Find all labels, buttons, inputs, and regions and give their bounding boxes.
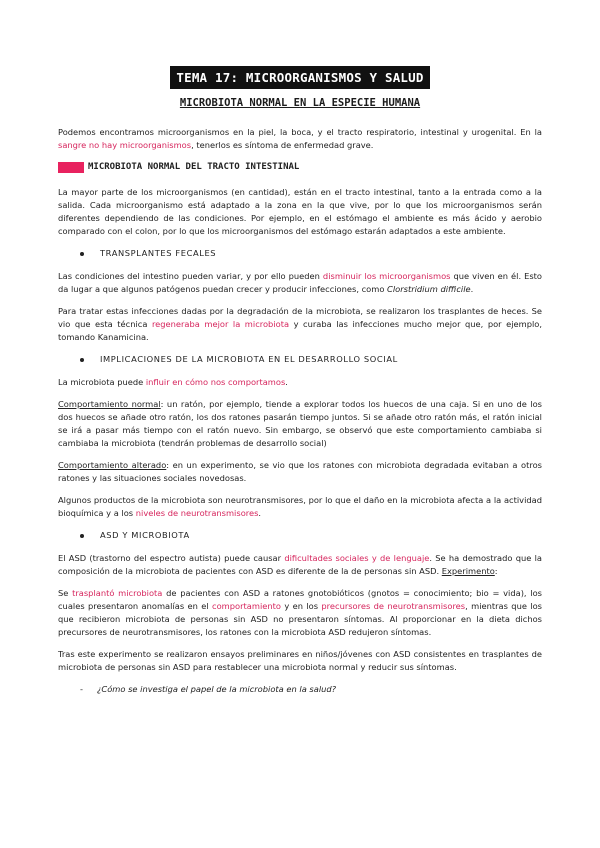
bullet-asd: ASD Y MICROBIOTA bbox=[80, 529, 542, 542]
page-title: TEMA 17: MICROORGANISMOS Y SALUD bbox=[170, 66, 429, 89]
paragraph-9: Se trasplantó microbiota de pacientes con ASD a ratones gnotobióticos (gnotos = conocimiento; bio = vida), los cuales presentaron anomalías en el comportamiento y en los precursores de neurotransmisores, mientras que los que recibieron microbiota de personas sin ASD no presentaron síntomas. Al proporcionar en la dieta dichos precursores de neurotransmisores, los ratones con la microbiota ASD redujeron síntomas. bbox=[58, 588, 543, 637]
paragraph-1: La mayor parte de los microorganismos (en cantidad), están en el tracto intestinal, tanto a la entrada como a la salida. Cada microorganismo está adaptado a la zona en la que vive, por lo que los microorganismos serán diferentes dependiendo de las condiciones. Por ejemplo, en el estómago el ambiente es más ácido y aerobio comparado con el colon, por lo que los microorganismos del estómago estarán adaptados a este ambiente. bbox=[58, 187, 542, 236]
bullet-implicaciones: IMPLICACIONES DE LA MICROBIOTA EN EL DESARROLLO SOCIAL bbox=[80, 353, 542, 366]
bullet-dot-icon bbox=[80, 252, 84, 256]
bullet-dot-icon bbox=[80, 534, 84, 538]
page-subtitle: MICROBIOTA NORMAL EN LA ESPECIE HUMANA bbox=[179, 97, 421, 109]
dash-list-item: - ¿Cómo se investiga el papel de la microbiota en la salud? bbox=[80, 684, 337, 694]
section-heading bbox=[58, 161, 542, 174]
paragraph-4: La microbiota puede influir en cómo nos comportamos. bbox=[58, 377, 288, 387]
document-body bbox=[58, 126, 542, 696]
paragraph-6: Comportamiento alterado: en un experimento, se vio que los ratones con microbiota degradada evitaban a otros ratones y las situaciones sociales novedosas. bbox=[58, 460, 542, 483]
intro-paragraph: Podemos encontramos microorganismos en la piel, la boca, y el tracto respiratorio, intestinal y urogenital. En la sangre no hay microorganismos, tenerlos es síntoma de enfermedad grave. bbox=[58, 127, 542, 150]
bullet-transplantes: TRANSPLANTES FECALES bbox=[80, 247, 542, 260]
paragraph-10: Tras este experimento se realizaron ensayos preliminares en niños/jóvenes con ASD consistentes en trasplantes de microbiota de personas sin ASD para restablecer una microbiota normal y reducir sus síntomas. bbox=[58, 649, 542, 672]
paragraph-2: Las condiciones del intestino pueden variar, y por ello pueden disminuir los microorganismos que viven en él. Esto da lugar a que algunos patógenos puedan crecer y producir infecciones, como Clorstridium difficile. bbox=[58, 271, 543, 294]
section-title: MICROBIOTA NORMAL DEL TRACTO INTESTINAL bbox=[88, 162, 300, 172]
section-marker bbox=[58, 162, 84, 173]
paragraph-3: Para tratar estas infecciones dadas por la degradación de la microbiota, se realizaron los trasplantes de heces. Se vio que esta técnica regeneraba mejor la microbiota y curaba las infecciones mucho mejor que, por ejemplo, tomando Kanamicina. bbox=[58, 306, 542, 342]
paragraph-5: Comportamiento normal: un ratón, por ejemplo, tiende a explorar todos los huecos de una caja. Si en uno de los dos huecos se añade otro ratón, los dos ratones pasarán tiempo juntos. Si se añade otro ratón más, el ratón inicial se irá a pasar más tiempo con el ratón nuevo. Sin embargo, se observó que este comportamiento cambiaba si cambiaba la microbiota (tendrán problemas de desarrollo social) bbox=[58, 399, 543, 448]
paragraph-8: El ASD (trastorno del espectro autista) puede causar dificultades sociales y de lenguaje. Se ha demostrado que la composición de la microbiota de pacientes con ASD es diferente de la de personas sin ASD. Experimento: bbox=[58, 553, 542, 576]
paragraph-7: Algunos productos de la microbiota son neurotransmisores, por lo que el daño en la microbiota afecta a la actividad bioquímica y a los niveles de neurotransmisores. bbox=[58, 495, 542, 518]
bullet-dot-icon bbox=[80, 358, 84, 362]
